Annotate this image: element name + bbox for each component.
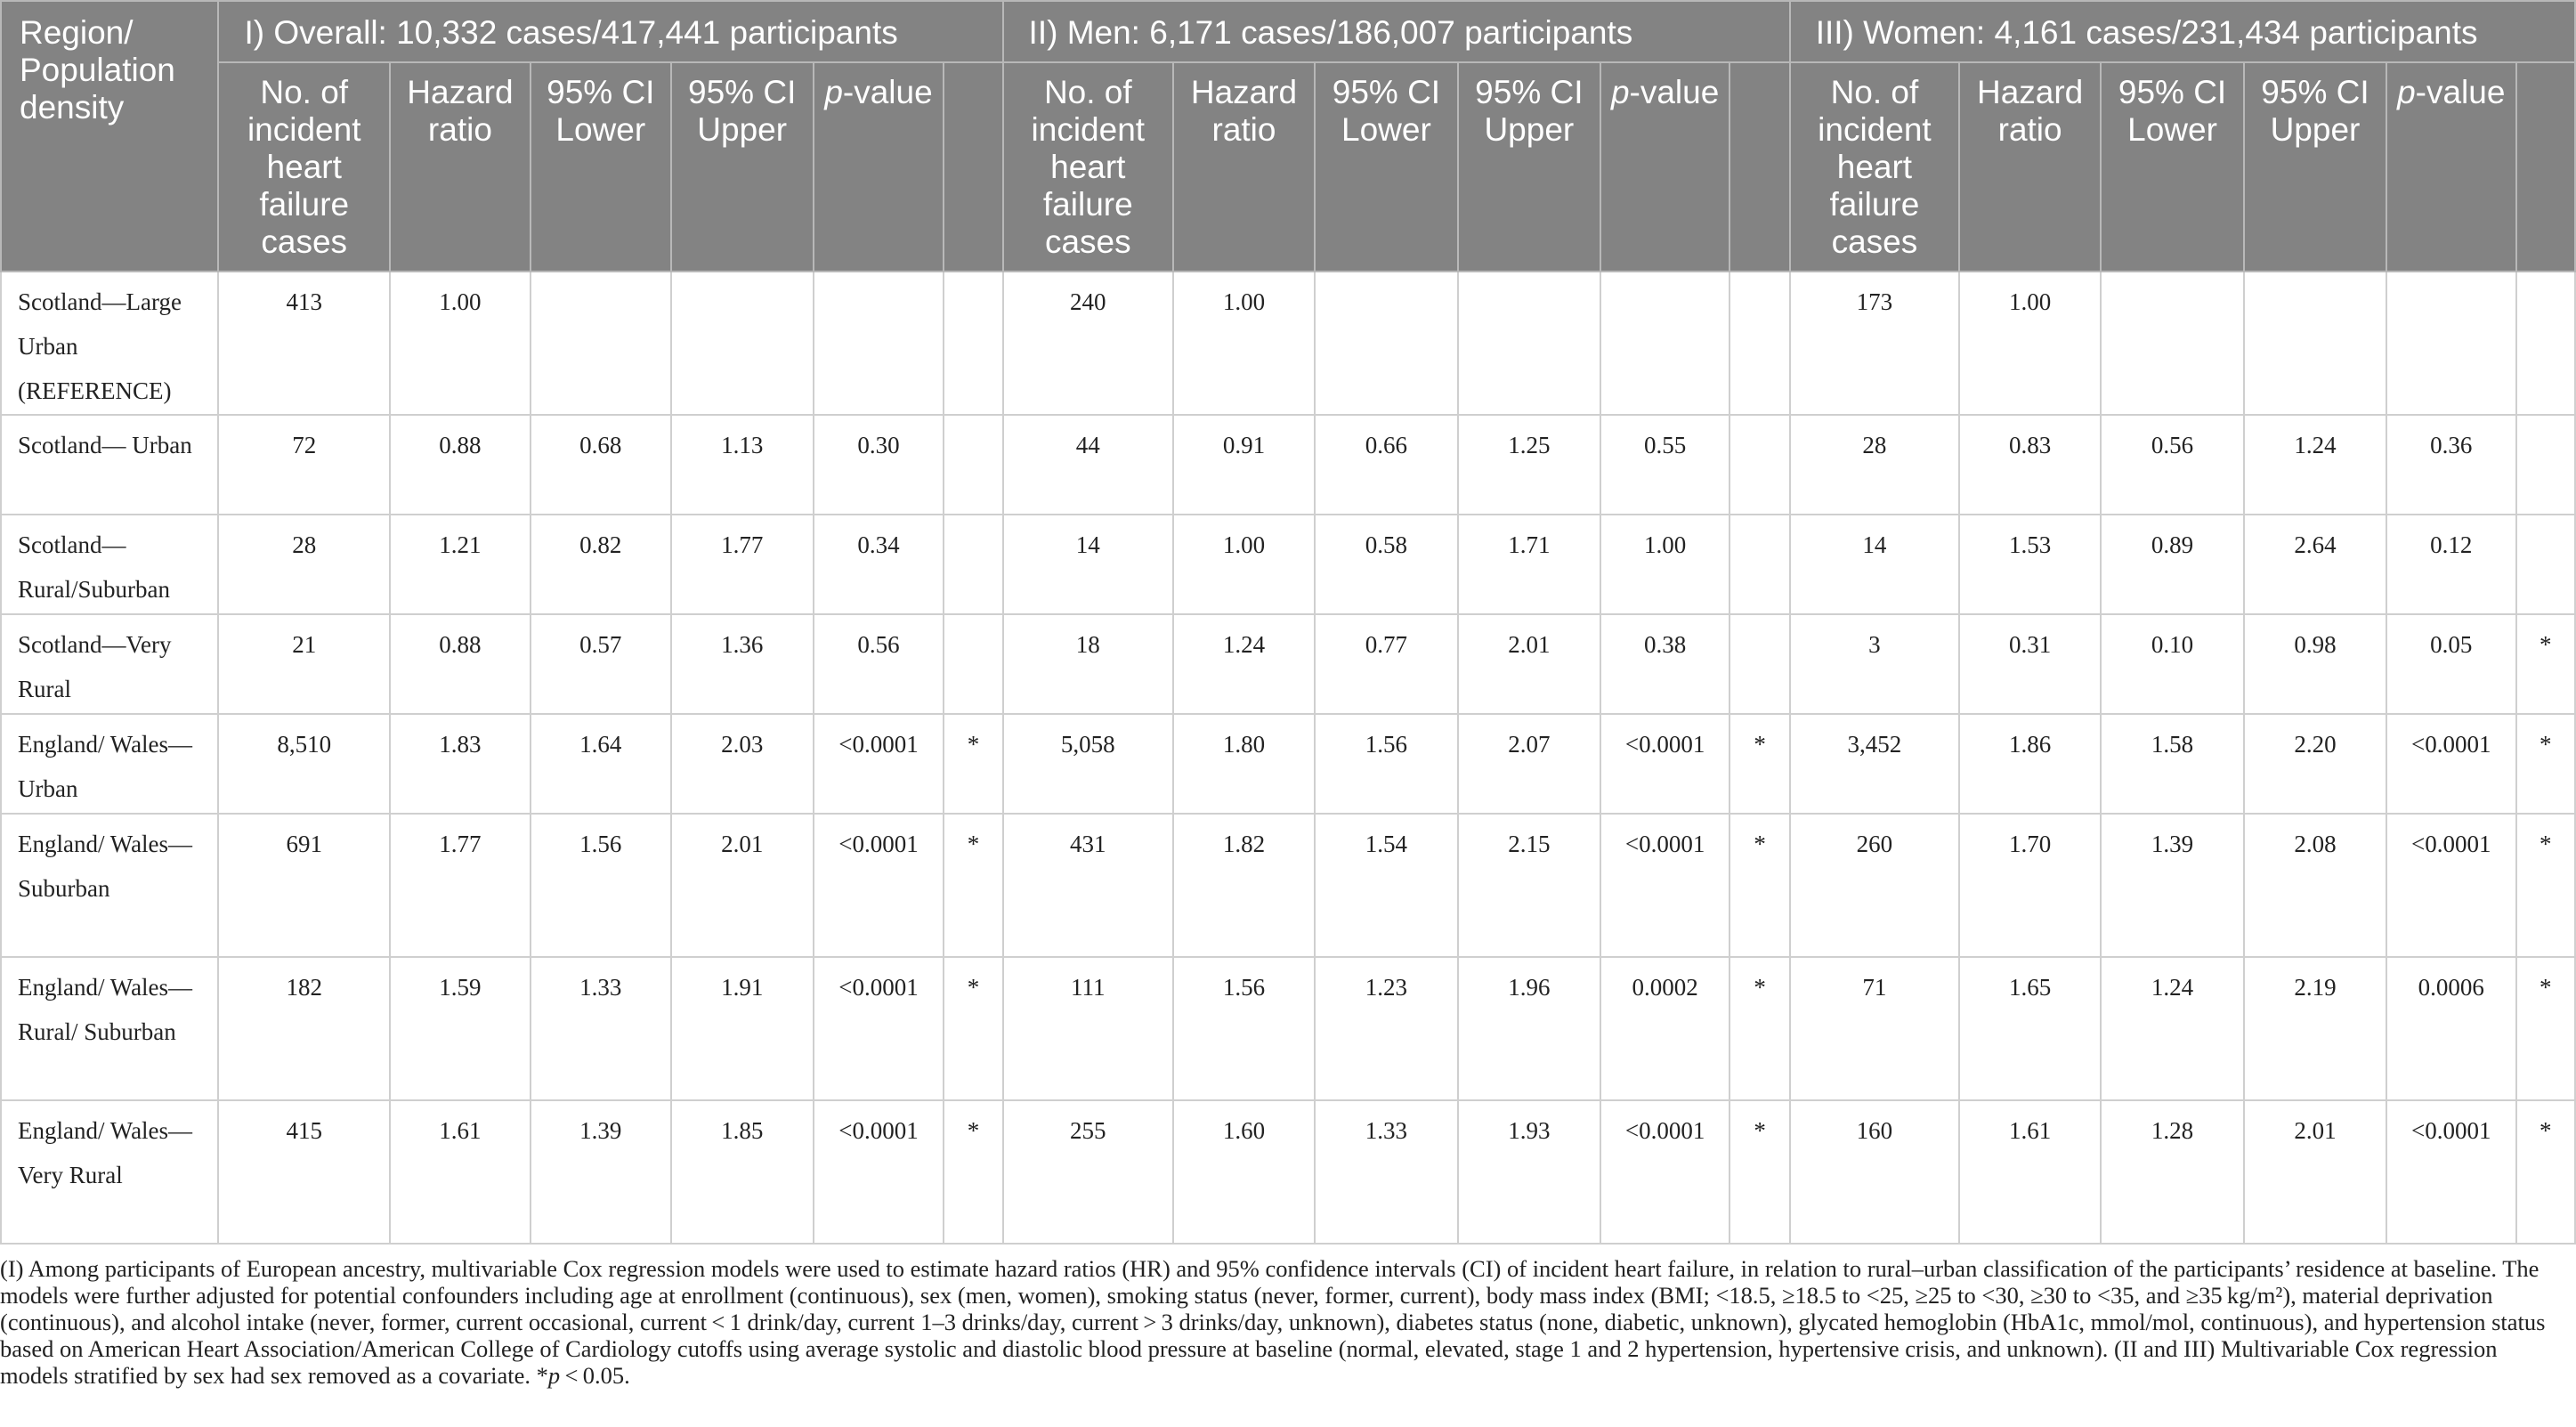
- group-header-women: III) Women: 4,161 cases/231,434 participants: [1790, 1, 2575, 62]
- men-significance-cell: *: [1729, 1100, 1789, 1244]
- men-hazard-ratio-cell: 1.82: [1173, 814, 1315, 957]
- men-ci-lower-cell: 1.23: [1315, 957, 1458, 1100]
- overall-ci-lower-cell: 1.56: [531, 814, 671, 957]
- overall-significance-cell: *: [944, 957, 1002, 1100]
- men-p-value-cell: 0.0002: [1600, 957, 1730, 1100]
- women-cases-header: No. of incident heart failure cases: [1790, 62, 1959, 272]
- men-cases-cell: 18: [1003, 614, 1174, 714]
- women-cases-cell: 260: [1790, 814, 1959, 957]
- footnote-text: (I) Among participants of European ancestry, multivariable Cox regression models were used to estimate hazard ratios (HR) and 95% confidence intervals (CI) of incident heart failure, in relation to rural–urban classification of the participants’ residence at baseline. The models were further adjusted for potential confounders including age at enrollment (continuous), sex (men, women), smoking status (never, former, current), body mass index (BMI; <18.5, ≥18.5 to <25, ≥25 to <30, ≥30 to <35, and ≥35 kg/m²), material deprivation (continuous), and alcohol intake (never, former, current occasional, current < 1 drink/day, current 1–3 drinks/day, current > 3 drinks/day, unknown), diabetes status (none, diabetic, unknown), glycated hemoglobin (HbA1c, mmol/mol, continuous), and hypertension status based on American Heart Association/American College of Cardiology cutoffs using average systolic and diastolic blood pressure at baseline (normal, elevated, stage 1 and 2 hypertension, hypertensive crisis, and unknown). (II and III) Multivariable Cox regression models stratified by sex had sex removed as a covariate.: [0, 1255, 2546, 1389]
- women-significance-header: [2516, 62, 2575, 272]
- table-row: [1, 614, 2575, 714]
- table-footnote: [0, 1255, 2564, 1389]
- overall-p-value-cell: <0.0001: [814, 1100, 944, 1244]
- overall-hazard-ratio-cell: 0.88: [390, 415, 531, 515]
- overall-p-value-header: p-value: [814, 62, 944, 272]
- men-significance-cell: [1729, 272, 1789, 415]
- men-hazard-ratio-cell: 1.24: [1173, 614, 1315, 714]
- overall-ci-upper-cell: 1.13: [671, 415, 814, 515]
- women-cases-cell: 160: [1790, 1100, 1959, 1244]
- men-ci-upper-cell: 2.15: [1458, 814, 1600, 957]
- men-p-value-cell: [1600, 272, 1730, 415]
- women-ci-lower-cell: 1.28: [2101, 1100, 2244, 1244]
- men-ci-lower-cell: 1.54: [1315, 814, 1458, 957]
- women-cases-cell: 3: [1790, 614, 1959, 714]
- men-p-value-cell: 0.38: [1600, 614, 1730, 714]
- women-significance-cell: *: [2516, 957, 2575, 1100]
- women-ci-lower-cell: 1.39: [2101, 814, 2244, 957]
- men-hazard-ratio-cell: 1.00: [1173, 515, 1315, 614]
- women-cases-cell: 173: [1790, 272, 1959, 415]
- men-ci-lower-cell: 0.77: [1315, 614, 1458, 714]
- men-significance-header: [1729, 62, 1789, 272]
- table-row: [1, 415, 2575, 515]
- men-cases-cell: 14: [1003, 515, 1174, 614]
- overall-hazard-ratio-cell: 1.83: [390, 714, 531, 814]
- women-ci-upper-cell: 2.19: [2244, 957, 2386, 1100]
- overall-significance-cell: [944, 614, 1002, 714]
- women-cases-cell: 14: [1790, 515, 1959, 614]
- men-ci-upper-cell: 2.07: [1458, 714, 1600, 814]
- overall-hazard-ratio-cell: 0.88: [390, 614, 531, 714]
- men-hazard-ratio-cell: 0.91: [1173, 415, 1315, 515]
- overall-ci-upper-cell: [671, 272, 814, 415]
- men-significance-cell: [1729, 415, 1789, 515]
- overall-significance-cell: [944, 515, 1002, 614]
- overall-ci-lower-cell: 0.82: [531, 515, 671, 614]
- women-ci-lower-cell: [2101, 272, 2244, 415]
- region-cell: Scotland— Urban: [1, 415, 218, 515]
- overall-ci-lower-cell: [531, 272, 671, 415]
- women-hazard-ratio-cell: 0.83: [1959, 415, 2101, 515]
- men-ci-lower-header: 95% CI Lower: [1315, 62, 1458, 272]
- men-ci-lower-cell: 1.56: [1315, 714, 1458, 814]
- overall-cases-cell: 28: [218, 515, 390, 614]
- men-ci-upper-cell: 1.96: [1458, 957, 1600, 1100]
- table-row: [1, 814, 2575, 957]
- women-cases-cell: 71: [1790, 957, 1959, 1100]
- men-hazard-ratio-cell: 1.00: [1173, 272, 1315, 415]
- overall-significance-cell: *: [944, 814, 1002, 957]
- overall-cases-cell: 182: [218, 957, 390, 1100]
- women-p-value-cell: [2386, 272, 2516, 415]
- men-ci-lower-cell: 0.58: [1315, 515, 1458, 614]
- overall-ci-lower-cell: 1.39: [531, 1100, 671, 1244]
- men-cases-header: No. of incident heart failure cases: [1003, 62, 1174, 272]
- women-p-value-cell: 0.12: [2386, 515, 2516, 614]
- overall-ci-lower-cell: 1.64: [531, 714, 671, 814]
- overall-hazard-ratio-header: Hazard ratio: [390, 62, 531, 272]
- overall-p-value-cell: 0.34: [814, 515, 944, 614]
- men-hazard-ratio-cell: 1.56: [1173, 957, 1315, 1100]
- region-cell: Scotland—Very Rural: [1, 614, 218, 714]
- women-ci-upper-cell: 2.01: [2244, 1100, 2386, 1244]
- overall-ci-upper-cell: 1.91: [671, 957, 814, 1100]
- women-p-value-header: p-value: [2386, 62, 2516, 272]
- women-p-value-cell: <0.0001: [2386, 814, 2516, 957]
- men-cases-cell: 240: [1003, 272, 1174, 415]
- women-significance-cell: *: [2516, 614, 2575, 714]
- women-significance-cell: [2516, 515, 2575, 614]
- men-cases-cell: 5,058: [1003, 714, 1174, 814]
- women-hazard-ratio-header: Hazard ratio: [1959, 62, 2101, 272]
- men-hazard-ratio-cell: 1.60: [1173, 1100, 1315, 1244]
- overall-p-value-cell: 0.30: [814, 415, 944, 515]
- region-cell: Scotland—Large Urban (REFERENCE): [1, 272, 218, 415]
- overall-hazard-ratio-cell: 1.59: [390, 957, 531, 1100]
- women-ci-lower-header: 95% CI Lower: [2101, 62, 2244, 272]
- women-p-value-cell: 0.0006: [2386, 957, 2516, 1100]
- overall-hazard-ratio-cell: 1.00: [390, 272, 531, 415]
- overall-hazard-ratio-cell: 1.77: [390, 814, 531, 957]
- men-cases-cell: 111: [1003, 957, 1174, 1100]
- men-significance-cell: [1729, 614, 1789, 714]
- men-significance-cell: *: [1729, 814, 1789, 957]
- women-ci-lower-cell: 1.58: [2101, 714, 2244, 814]
- overall-ci-upper-header: 95% CI Upper: [671, 62, 814, 272]
- women-ci-lower-cell: 0.89: [2101, 515, 2244, 614]
- women-p-value-cell: 0.36: [2386, 415, 2516, 515]
- men-ci-upper-cell: 1.25: [1458, 415, 1600, 515]
- men-ci-lower-cell: 0.66: [1315, 415, 1458, 515]
- men-ci-upper-header: 95% CI Upper: [1458, 62, 1600, 272]
- overall-cases-cell: 72: [218, 415, 390, 515]
- table-row: [1, 714, 2575, 814]
- region-cell: England/ Wales—Very Rural: [1, 1100, 218, 1244]
- overall-ci-lower-cell: 0.57: [531, 614, 671, 714]
- women-ci-lower-cell: 0.56: [2101, 415, 2244, 515]
- region-cell: England/ Wales—Rural/ Suburban: [1, 957, 218, 1100]
- overall-ci-lower-header: 95% CI Lower: [531, 62, 671, 272]
- region-cell: England/ Wales—Urban: [1, 714, 218, 814]
- table-row: [1, 272, 2575, 415]
- group-header-men: II) Men: 6,171 cases/186,007 participants: [1003, 1, 1790, 62]
- women-p-value-cell: 0.05: [2386, 614, 2516, 714]
- overall-p-value-cell: <0.0001: [814, 957, 944, 1100]
- men-ci-lower-cell: [1315, 272, 1458, 415]
- overall-ci-lower-cell: 1.33: [531, 957, 671, 1100]
- women-ci-upper-cell: 2.20: [2244, 714, 2386, 814]
- women-hazard-ratio-cell: 1.53: [1959, 515, 2101, 614]
- women-hazard-ratio-cell: 0.31: [1959, 614, 2101, 714]
- overall-significance-cell: *: [944, 1100, 1002, 1244]
- women-hazard-ratio-cell: 1.65: [1959, 957, 2101, 1100]
- overall-hazard-ratio-cell: 1.61: [390, 1100, 531, 1244]
- men-cases-cell: 431: [1003, 814, 1174, 957]
- overall-ci-upper-cell: 1.77: [671, 515, 814, 614]
- table-row: [1, 515, 2575, 614]
- men-p-value-cell: 1.00: [1600, 515, 1730, 614]
- overall-ci-lower-cell: 0.68: [531, 415, 671, 515]
- table-row: [1, 1100, 2575, 1244]
- overall-significance-header: [944, 62, 1002, 272]
- women-significance-cell: *: [2516, 814, 2575, 957]
- overall-significance-cell: [944, 415, 1002, 515]
- women-significance-cell: [2516, 415, 2575, 515]
- men-significance-cell: *: [1729, 957, 1789, 1100]
- overall-p-value-cell: [814, 272, 944, 415]
- men-significance-cell: *: [1729, 714, 1789, 814]
- overall-cases-cell: 21: [218, 614, 390, 714]
- overall-ci-upper-cell: 1.36: [671, 614, 814, 714]
- men-cases-cell: 255: [1003, 1100, 1174, 1244]
- group-header-overall: I) Overall: 10,332 cases/417,441 participants: [218, 1, 1002, 62]
- overall-ci-upper-cell: 2.03: [671, 714, 814, 814]
- men-p-value-cell: <0.0001: [1600, 714, 1730, 814]
- men-p-value-cell: <0.0001: [1600, 1100, 1730, 1244]
- women-cases-cell: 28: [1790, 415, 1959, 515]
- overall-p-value-cell: <0.0001: [814, 814, 944, 957]
- women-hazard-ratio-cell: 1.70: [1959, 814, 2101, 957]
- overall-cases-cell: 691: [218, 814, 390, 957]
- overall-significance-cell: *: [944, 714, 1002, 814]
- region-cell: England/ Wales— Suburban: [1, 814, 218, 957]
- men-cases-cell: 44: [1003, 415, 1174, 515]
- overall-ci-upper-cell: 2.01: [671, 814, 814, 957]
- overall-p-value-cell: 0.56: [814, 614, 944, 714]
- overall-cases-cell: 8,510: [218, 714, 390, 814]
- women-hazard-ratio-cell: 1.61: [1959, 1100, 2101, 1244]
- women-ci-upper-cell: 0.98: [2244, 614, 2386, 714]
- men-ci-upper-cell: 1.71: [1458, 515, 1600, 614]
- overall-cases-header: No. of incident heart failure cases: [218, 62, 390, 272]
- men-ci-lower-cell: 1.33: [1315, 1100, 1458, 1244]
- women-ci-upper-cell: 2.64: [2244, 515, 2386, 614]
- women-ci-lower-cell: 1.24: [2101, 957, 2244, 1100]
- subheader-row: [1, 62, 2575, 272]
- men-ci-upper-cell: 2.01: [1458, 614, 1600, 714]
- women-ci-upper-cell: 1.24: [2244, 415, 2386, 515]
- women-significance-cell: *: [2516, 1100, 2575, 1244]
- men-ci-upper-cell: 1.93: [1458, 1100, 1600, 1244]
- women-p-value-cell: <0.0001: [2386, 1100, 2516, 1244]
- region-cell: Scotland— Rural/Suburban: [1, 515, 218, 614]
- table-body: [1, 272, 2575, 1244]
- region-column-header: Region/ Population density: [1, 1, 218, 272]
- women-hazard-ratio-cell: 1.00: [1959, 272, 2101, 415]
- women-ci-upper-cell: [2244, 272, 2386, 415]
- women-significance-cell: *: [2516, 714, 2575, 814]
- significance-note: *p < 0.05.: [536, 1362, 630, 1389]
- women-ci-upper-header: 95% CI Upper: [2244, 62, 2386, 272]
- table-row: [1, 957, 2575, 1100]
- women-cases-cell: 3,452: [1790, 714, 1959, 814]
- men-ci-upper-cell: [1458, 272, 1600, 415]
- overall-cases-cell: 415: [218, 1100, 390, 1244]
- women-ci-lower-cell: 0.10: [2101, 614, 2244, 714]
- men-significance-cell: [1729, 515, 1789, 614]
- men-hazard-ratio-header: Hazard ratio: [1173, 62, 1315, 272]
- overall-p-value-cell: <0.0001: [814, 714, 944, 814]
- women-p-value-cell: <0.0001: [2386, 714, 2516, 814]
- women-significance-cell: [2516, 272, 2575, 415]
- women-ci-upper-cell: 2.08: [2244, 814, 2386, 957]
- overall-ci-upper-cell: 1.85: [671, 1100, 814, 1244]
- men-p-value-cell: <0.0001: [1600, 814, 1730, 957]
- men-p-value-header: p-value: [1600, 62, 1730, 272]
- men-p-value-cell: 0.55: [1600, 415, 1730, 515]
- overall-hazard-ratio-cell: 1.21: [390, 515, 531, 614]
- men-hazard-ratio-cell: 1.80: [1173, 714, 1315, 814]
- overall-significance-cell: [944, 272, 1002, 415]
- overall-cases-cell: 413: [218, 272, 390, 415]
- women-hazard-ratio-cell: 1.86: [1959, 714, 2101, 814]
